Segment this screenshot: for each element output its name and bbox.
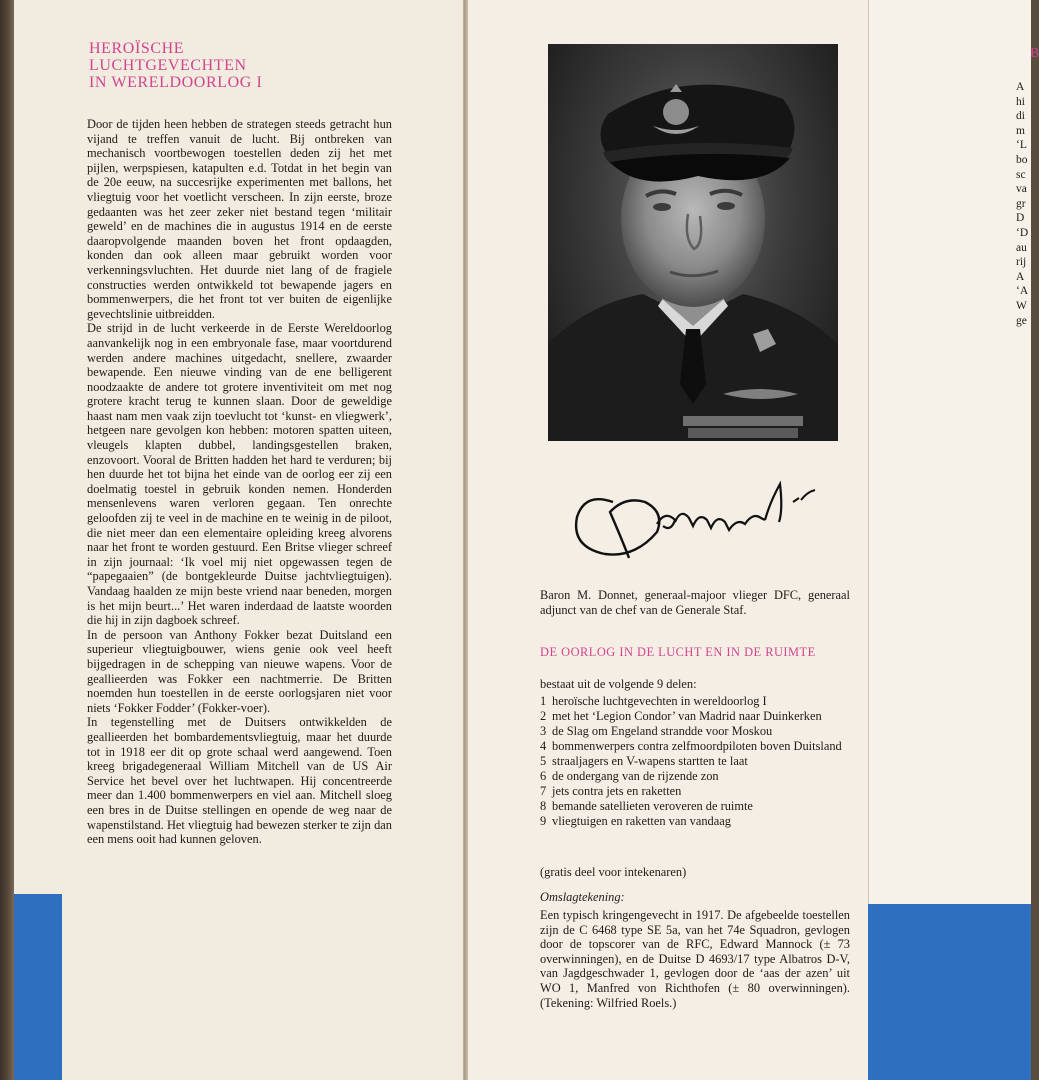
blurb-paragraph-3: In de persoon van Anthony Fokker bezat Duitsland een superieur vliegtuigbouwer, wiens genie ook veel heeft bijgedragen in de schepping van nieuwe wapens. Voor de geallieerden was Fokker een nachtmerrie. De Britten noemden hun toestellen in de eerste oorlogsjaren niet voor niets ‘Fokker Fodder’ (Fokker-voer). xyxy=(87,627,392,715)
list-item xyxy=(540,724,852,739)
list-item-text: bommenwerpers contra zelfmoordpiloten boven Duitsland xyxy=(552,738,842,753)
book-title-line-3: IN WERELDOORLOG I xyxy=(89,74,263,91)
right-flap-fragment: bo xyxy=(1016,153,1028,166)
list-item-text: bemande satellieten veroveren de ruimte xyxy=(552,798,753,813)
blurb-paragraph-1: Door de tijden heen hebben de strategen steeds getracht hun vijand te treffen vanuit de lucht. Bij ontbreken van mechanisch voortbewogen toestellen deden zij het met pijlen, werpspiesen, katapulten e.d. Totdat in het begin van de 20e eeuw, na succesrijke experimenten met ballons, het vliegtuig voor het voetlicht verscheen. In zijn eerste, broze gedaanten was het zeer zeker niet bestand tegen ‘militair geweld’ en de machines die in augustus 1914 en de eerste daaropvolgende maanden boven het front opdaagden, konden dan ook alleen maar gebruikt worden voor verkenningsvluchten. Het duurde niet lang of de fragiele constructies werden ontwikkeld tot bewapende jagers en bommenwerpers, die het front tot ver buiten de eigenlijke gevechtslinie uitbreidden. xyxy=(87,117,392,321)
free-volume-note: (gratis deel voor intekenaren) xyxy=(540,865,687,879)
list-item-number: 9 xyxy=(540,813,547,828)
series-title: DE OORLOG IN DE LUCHT EN IN DE RUIMTE xyxy=(540,645,816,659)
list-item xyxy=(540,814,852,829)
list-item-number: 8 xyxy=(540,798,547,813)
right-flap-fragment: A xyxy=(1016,81,1025,93)
list-item xyxy=(540,709,852,724)
list-item-number: 1 xyxy=(540,694,547,708)
right-flap-fragment: sc xyxy=(1016,168,1026,181)
right-flap-text xyxy=(1016,80,1031,340)
list-item-number: 5 xyxy=(540,753,547,768)
book-title-line-1: HEROÏSCHE xyxy=(89,40,185,57)
list-item-number: 6 xyxy=(540,768,547,783)
series-intro: bestaat uit de volgende 9 delen: xyxy=(540,677,697,691)
cover-art-description: Een typisch kringengevecht in 1917. De afgebeelde toestellen zijn de C 6468 type SE 5a, van het 74e Squadron, gevlogen door de topscorer van de RFC, Edward Mannock (± 73 overwinningen), en de Duitse D 4693/17 type Albatros D-V, van Jagdgeschwader 1, gevlogen door de ‘aas der azen’ uit WO 1, Manfred von Richthofen (± 80 overwinningen). (Tekening: Wilfried Roels.) xyxy=(540,908,850,1010)
signature xyxy=(565,462,830,572)
list-item xyxy=(540,694,852,709)
book-title xyxy=(89,40,419,91)
blurb-text xyxy=(87,117,392,847)
list-item-text: vliegtuigen en raketten van vandaag xyxy=(552,813,731,828)
right-flap-fragment: hi xyxy=(1016,95,1025,108)
right-flap-fragment: ge xyxy=(1016,314,1027,327)
blurb-paragraph-4: In tegenstelling met de Duitsers ontwikkelden de geallieerden het bombardementsvliegtuig, maar het duurde tot in 1918 eer dit op grote schaal werd aangewend. Toen kreeg brigadegeneraal William Mitchell van de US Air Service het bevel over het luchtwapen. Hij concentreerde meer dan 1.400 bommenwerpers en viel aan. Mitchell sloeg een bres in de Duitse stellingen en opende de weg naar de wapenstilstand. Het vliegtuig had bewezen sterker te zijn dan een mens ooit had kunnen geloven. xyxy=(87,715,392,847)
blurb-paragraph-2: De strijd in de lucht verkeerde in de Eerste Wereldoorlog aanvankelijk nog in een embryonale fase, maar voortdurend werden andere machines uitgedacht, snellere, zwaarder bewapende. Een nieuwe vinding van de ene belligerent noodzaakte de andere tot grotere inventiviteit om met nog grotere kracht terug te kunnen slaan. Door de geweldige haast nam men vaak zijn toevlucht tot ‘kunst- en vliegwerk’, hetgeen nare gevolgen kon hebben: motoren spatten uiteen, vleugels klapten dubbel, landingsgestellen braken, enzovoort. Vooral de Britten hadden het hard te verduren; bij hen duurde het tot bijna het einde van de oorlog eer zij een doelmatig toestel in gebruik konden nemen. Honderden mensenlevens waren verloren gegaan. Ten onrechte geloofden zij te veel in de machine en te weinig in de piloot, die niet meer dan een elementaire opleiding kreeg alvorens naar het front te worden gestuurd. Een Britse vlieger schreef in zijn journaal: ‘Ik voel mij niet opgewassen tegen de “papegaaien” (de bontgekleurde Duitse jachtvliegtuigen). Vandaag haalden ze mijn beste vriend naar beneden, morgen is het mijn beurt...’ Het waren inderdaad de laatste woorden die hij in zijn dagboek schreef. xyxy=(87,321,392,628)
list-item xyxy=(540,769,852,784)
list-item-number: 3 xyxy=(540,723,547,738)
cover-art-label: Omslagtekening: xyxy=(540,890,625,904)
portrait-caption: Baron M. Donnet, generaal-majoor vlieger DFC, generaal adjunct van de chef van de Generale Staf. xyxy=(540,588,850,617)
list-item-number: 7 xyxy=(540,783,547,798)
book-spine-edge xyxy=(0,0,14,1080)
blue-band-right xyxy=(868,904,1031,1080)
list-item-text: straaljagers en V-wapens startten te laat xyxy=(552,753,748,768)
right-flap-fragment: gr xyxy=(1016,197,1026,210)
list-item xyxy=(540,754,852,769)
list-item xyxy=(540,784,852,799)
right-flap-fragment: ‘A xyxy=(1016,285,1029,298)
right-flap-heading: B xyxy=(1030,46,1039,61)
list-item xyxy=(540,799,852,814)
portrait-illustration xyxy=(548,44,838,441)
right-flap-fragment: di xyxy=(1016,110,1025,123)
right-flap-fragment: W xyxy=(1016,299,1027,312)
right-flap-fragment: m xyxy=(1016,124,1025,137)
right-flap-fragment: D xyxy=(1016,212,1025,225)
right-flap-fragment: rij xyxy=(1016,256,1027,269)
right-flap-fragment: ‘D xyxy=(1016,226,1029,239)
list-item-text: met het ‘Legion Condor’ van Madrid naar Duinkerken xyxy=(552,708,822,723)
portrait-photo xyxy=(548,44,838,441)
right-flap-fragment: A xyxy=(1016,270,1025,283)
right-flap-fragment: ‘L xyxy=(1016,139,1027,152)
list-item-number: 4 xyxy=(540,738,547,753)
book-title-line-2: LUCHTGEVECHTEN xyxy=(89,57,247,74)
signature-drawing xyxy=(565,462,830,572)
right-flap-fragment: au xyxy=(1016,241,1027,254)
list-item-text: de Slag om Engeland strandde voor Moskou xyxy=(552,723,773,738)
list-item xyxy=(540,739,852,754)
blue-band-left xyxy=(14,894,62,1080)
list-item-text: jets contra jets en raketten xyxy=(552,783,682,798)
list-item-text: heroïsche luchtgevechten in wereldoorlog I xyxy=(552,694,767,708)
series-list xyxy=(540,694,852,829)
right-flap-fragment: va xyxy=(1016,183,1027,196)
list-item-number: 2 xyxy=(540,708,547,723)
list-item-text: de ondergang van de rijzende zon xyxy=(552,768,719,783)
